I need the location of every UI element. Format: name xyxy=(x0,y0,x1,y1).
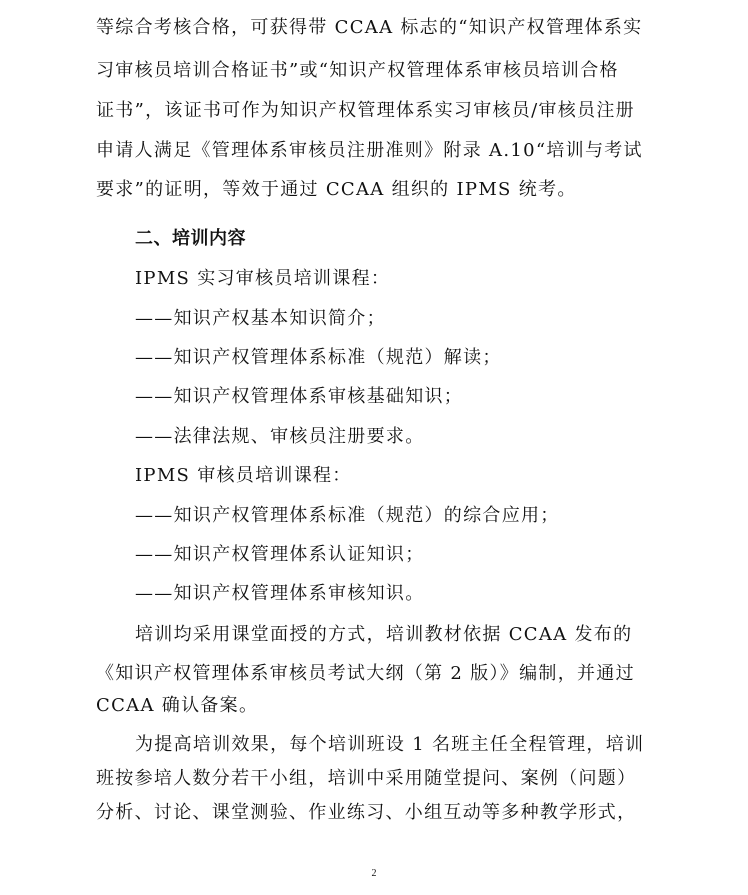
paragraph-1-line-2: 习审核员培训合格证书”或“知识产权管理体系审核员培训合格 xyxy=(96,60,619,81)
page-number: 2 xyxy=(371,868,377,879)
course-intern-item: ——法律法规、审核员注册要求。 xyxy=(135,426,425,447)
paragraph-1-line-3: 证书”，该证书可作为知识产权管理体系实习审核员/审核员注册 xyxy=(96,100,635,121)
paragraph-3-line-3: 分析、讨论、课堂测验、作业练习、小组互动等多种教学形式， xyxy=(96,802,637,823)
course-intern-item: ——知识产权基本知识简介； xyxy=(135,308,386,329)
section-heading: 二、培训内容 xyxy=(135,228,246,249)
paragraph-1-line-5: 要求”的证明，等效于通过 CCAA 组织的 IPMS 统考。 xyxy=(96,179,577,200)
course-auditor-item: ——知识产权管理体系标准（规范）的综合应用； xyxy=(135,505,560,526)
paragraph-2-line-1: 培训均采用课堂面授的方式，培训教材依据 CCAA 发布的 xyxy=(135,624,633,645)
course-auditor-item: ——知识产权管理体系认证知识； xyxy=(135,544,425,565)
course-intern-item: ——知识产权管理体系标准（规范）解读； xyxy=(135,347,502,368)
course-auditor-item: ——知识产权管理体系审核知识。 xyxy=(135,583,425,604)
paragraph-2-line-3: CCAA 确认备案。 xyxy=(96,695,259,716)
course-intern-title: IPMS 实习审核员培训课程： xyxy=(135,268,391,289)
paragraph-2-line-2: 《知识产权管理体系审核员考试大纲（第 2 版）》编制，并通过 xyxy=(96,663,635,684)
course-auditor-title: IPMS 审核员培训课程： xyxy=(135,465,352,486)
paragraph-3-line-2: 班按参培人数分若干小组，培训中采用随堂提问、案例（问题） xyxy=(96,768,637,789)
course-intern-item: ——知识产权管理体系审核基础知识； xyxy=(135,386,464,407)
paragraph-1-line-1: 等综合考核合格，可获得带 CCAA 标志的“知识产权管理体系实 xyxy=(96,17,643,38)
paragraph-3-line-1: 为提高培训效果，每个培训班设 1 名班主任全程管理，培训 xyxy=(135,734,645,755)
paragraph-1-line-4: 申请人满足《管理体系审核员注册准则》附录 A.10“培训与考试 xyxy=(96,140,643,161)
